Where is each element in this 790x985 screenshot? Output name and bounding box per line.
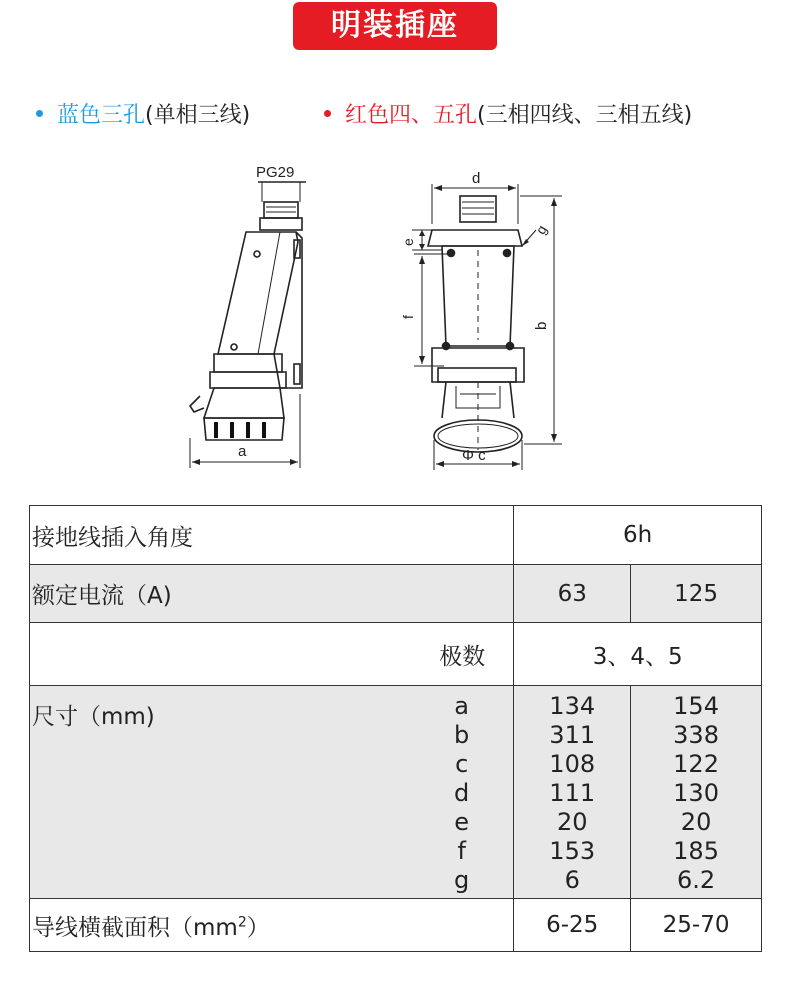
spec-table — [29, 505, 762, 952]
dimension-values-125 — [631, 686, 762, 899]
blue-dot-icon — [36, 110, 43, 117]
dim-f-label: f — [400, 315, 416, 319]
dim-value: 185 — [673, 837, 719, 865]
current-125: 125 — [631, 565, 762, 623]
dim-letter: e — [454, 808, 470, 836]
dim-value: 108 — [549, 750, 596, 778]
dim-e-label: e — [400, 238, 416, 246]
dim-value: 20 — [556, 808, 588, 836]
row-poles — [30, 623, 762, 686]
poles-label: 极数 — [30, 623, 514, 686]
wire-section-125: 25-70 — [631, 899, 762, 952]
row-ground-angle — [30, 506, 762, 565]
dim-value: 338 — [673, 721, 719, 749]
row-wire-section — [30, 899, 762, 952]
color-legend — [0, 98, 790, 130]
size-label: 尺寸（mm) — [32, 704, 155, 730]
dim-value: 154 — [673, 692, 719, 720]
dim-letter: a — [454, 692, 470, 720]
wire-label-sup: 2 — [237, 913, 247, 930]
socket-dimension-drawing — [170, 150, 590, 480]
wire-section-63: 6-25 — [514, 899, 631, 952]
wire-label-suffix: ） — [246, 914, 270, 941]
rated-current-label: 额定电流（A) — [30, 565, 514, 623]
legend-red — [324, 98, 692, 129]
dim-c-label: Φ c — [462, 447, 486, 464]
legend-red-label: 红色四、五孔 — [345, 103, 478, 128]
dim-a-label: a — [238, 443, 247, 460]
page-title: 明装插座 — [293, 2, 497, 50]
row-dimensions — [30, 686, 762, 899]
pg-label: PG29 — [256, 164, 295, 181]
dim-letter: b — [454, 721, 470, 749]
dim-value: 153 — [549, 837, 596, 865]
side-view — [190, 164, 306, 468]
dim-value: 130 — [673, 779, 719, 807]
dim-value: 311 — [549, 721, 596, 749]
dim-value: 134 — [549, 692, 596, 720]
legend-blue-label: 蓝色三孔 — [57, 103, 146, 128]
front-view — [400, 170, 562, 470]
legend-red-note: (三相四线、三相五线) — [477, 103, 693, 128]
dim-letter: c — [455, 750, 469, 778]
dim-value: 20 — [680, 808, 712, 836]
wire-section-label — [30, 899, 514, 952]
dim-letter: g — [454, 866, 470, 894]
dimension-values-63 — [514, 686, 631, 899]
dim-letter: d — [454, 779, 470, 807]
dim-b-label: b — [533, 321, 550, 330]
dim-value: 6 — [564, 866, 580, 894]
wire-label-prefix: 导线横截面积（mm — [32, 914, 238, 941]
legend-blue-note: (单相三线) — [145, 103, 251, 128]
dim-value: 111 — [549, 779, 596, 807]
dim-value: 6.2 — [676, 866, 716, 894]
dim-g-label: g — [532, 222, 550, 237]
red-dot-icon — [324, 110, 331, 117]
ground-angle-label: 接地线插入角度 — [30, 506, 514, 565]
current-63: 63 — [514, 565, 631, 623]
dim-d-label: d — [472, 170, 481, 187]
ground-angle-value: 6h — [514, 506, 762, 565]
dimension-letters — [454, 692, 469, 895]
dimensions-label-cell — [30, 686, 514, 899]
poles-value: 3、4、5 — [514, 623, 762, 686]
dim-letter: f — [457, 837, 466, 865]
dim-value: 122 — [673, 750, 719, 778]
legend-blue — [36, 98, 250, 129]
row-rated-current — [30, 565, 762, 623]
